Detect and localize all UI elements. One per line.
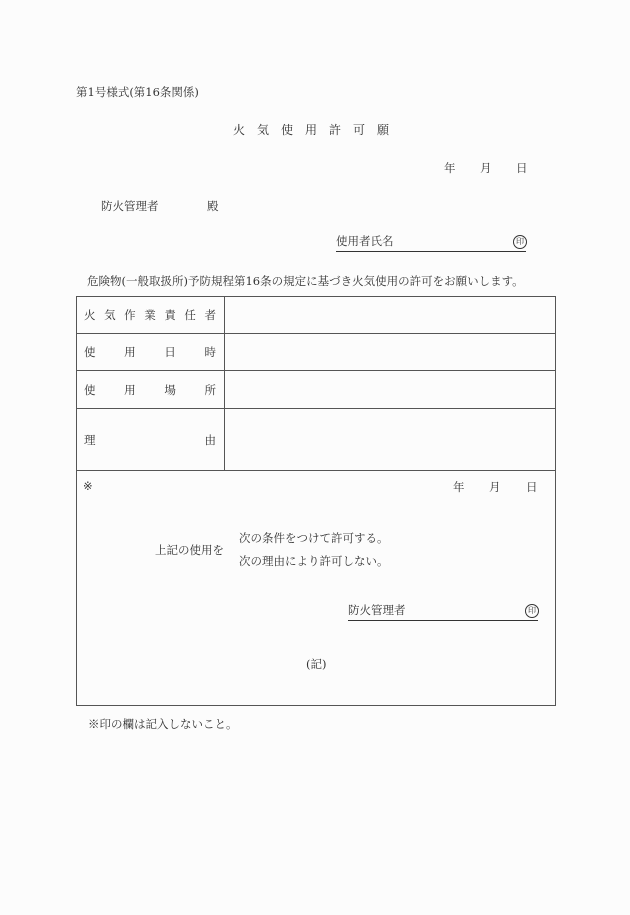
approval-lead: 上記の使用を: [155, 543, 224, 557]
notes-label: (記): [306, 657, 327, 671]
addressee-honorific: 殿: [207, 199, 219, 213]
approval-section: [77, 471, 555, 705]
date-year: 年: [444, 161, 456, 175]
manager-signature-field: [348, 602, 538, 621]
form-title: [227, 121, 395, 138]
form-number: 第1号様式(第16条関係): [76, 85, 199, 99]
application-table: [76, 296, 556, 706]
title-char: 願: [376, 123, 389, 137]
row-label: 理 由: [77, 409, 225, 470]
table-row-usage-location: [77, 371, 555, 409]
approval-option-denied: 次の理由により許可しない。: [239, 554, 389, 568]
row-label: 使 用 場 所: [77, 371, 225, 408]
approval-year: 年: [453, 480, 465, 494]
usage-location-field[interactable]: [225, 371, 555, 408]
table-row-fire-supervisor: [77, 297, 555, 334]
approval-month: 月: [489, 480, 501, 494]
title-char: 許: [328, 123, 341, 137]
official-use-mark: ※: [83, 479, 93, 493]
request-text: 危険物(一般取扱所)予防規程第16条の規定に基づき火気使用の許可をお願いします。: [87, 274, 524, 288]
applicant-label: 使用者氏名: [336, 234, 394, 248]
approval-option-conditional: 次の条件をつけて許可する。: [239, 531, 389, 545]
table-row-usage-datetime: [77, 334, 555, 371]
table-row-reason: [77, 409, 555, 471]
title-char: 使: [280, 123, 293, 137]
seal-icon: 印: [525, 604, 539, 618]
row-label: 火 気 作 業 責 任 者: [77, 297, 225, 333]
applicant-signature-field[interactable]: [336, 233, 526, 252]
usage-datetime-field[interactable]: [225, 334, 555, 370]
date-month: 月: [480, 161, 492, 175]
fire-supervisor-field[interactable]: [225, 297, 555, 333]
addressee-name: 防火管理者: [101, 199, 159, 213]
row-label: 使 用 日 時: [77, 334, 225, 370]
title-char: 用: [304, 123, 317, 137]
title-char: 可: [352, 123, 365, 137]
reason-field[interactable]: [225, 409, 555, 470]
footnote: ※印の欄は記入しないこと。: [88, 717, 238, 731]
title-char: 気: [256, 123, 269, 137]
seal-icon: 印: [513, 235, 527, 249]
title-char: 火: [232, 123, 245, 137]
approval-day: 日: [526, 480, 538, 494]
date-day: 日: [516, 161, 528, 175]
manager-label: 防火管理者: [348, 603, 406, 617]
